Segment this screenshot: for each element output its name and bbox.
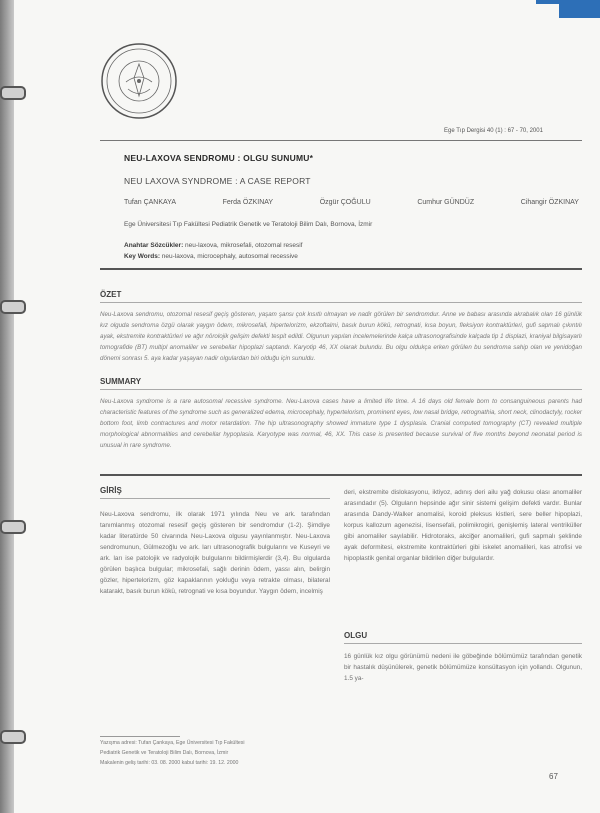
section-rule bbox=[100, 268, 582, 270]
olgu-rule bbox=[344, 643, 582, 644]
footnote-rule bbox=[100, 736, 180, 737]
keywords-en: neu-laxova, microcephaly, autosomal recessive bbox=[160, 253, 298, 260]
journal-reference: Ege Tıp Dergisi 40 (1) : 67 - 70, 2001 bbox=[444, 128, 543, 134]
author: Tufan ÇANKAYA bbox=[124, 199, 177, 206]
summary-rule bbox=[100, 389, 582, 390]
author: Özgür ÇOĞULU bbox=[319, 199, 371, 206]
affiliation: Ege Üniversitesi Tıp Fakültesi Pediatrik Genetik ve Teratoloji Bilim Dalı, Bornova, İzmir bbox=[124, 221, 373, 228]
ozet-text: Neu-Laxova sendromu, otozomal resesif geçiş gösteren, yaşam şansı çok kısıtlı olmayan ve nadir görülen bir sendromdur. Anne ve babası arasında akrabalık olan 16 günlük kız olguda sendroma özgü olarak yaygın ödem, mikrosefali, hipertelorizm, ekzoftalmi, basık burun kökü, retrognati, kısa boyun, fleksiyon kontraktürleri, gufi sapmalı çıkıntılı ayak, ekstremite kontraktürleri ve ağır nörolojik gelişim defekti tespit edildi. Olgunun yapılan incelemelerinde kalça ultrasonografisinde kalçada tip 1 displazi, kraniyal bilgisayarlı tomografide (BT) multipl anomaliler ve serebellar hipoplazi saptandı. Karyotip 46, XX olarak bulundu. Bu olgu oldukça erken görülen bu sendroma sahip olan ve yenidoğan dönemi sonrası 5. aya kadar yaşayan nadir olgulardan biri olduğu için sunuldu. bbox=[100, 311, 582, 362]
olgu-heading: OLGU bbox=[344, 631, 368, 640]
giris-text: Neu-Laxova sendromu, ilk olarak 1971 yılında Neu ve ark. tarafından tanımlanmış otozomal resesif geçiş gösteren bir sendromdur (1-2). Şimdiye kadar literatürde 50 civarında Neu-Laxova olgusu yayınlanmıştır. Neu-Laxova sendromunun, Gülmezoğlu ve ark. ları ultrasonografik bulgularını ve Kuseyri ve ark. ları ise patolojik ve radyolojik bulgularını bildirmişlerdir (3,4). Bu olgularda görülen başlıca bulgular; mikrosefali, sağlı derinin ödem, yassı alın, belirgin gözler, hipertelorizm, göz kapaklarının yokluğu veya retrakte olması, bilateral katarakt, basık burun kökü, retrognati ve kısa boyundur. Yaygın ödem, incelmiş bbox=[100, 511, 330, 595]
footnote-line: Pediatrik Genetik ve Teratoloji Bilim Dalı, Bornova, İzmir bbox=[100, 750, 229, 756]
binder-ring bbox=[0, 300, 26, 314]
body-rule bbox=[100, 474, 582, 476]
author: Cumhur GÜNDÜZ bbox=[417, 199, 475, 206]
author: Cihangir ÖZKINAY bbox=[520, 199, 579, 206]
keywords bbox=[124, 240, 302, 262]
giris-rule bbox=[100, 498, 330, 499]
ozet-heading: ÖZET bbox=[100, 290, 122, 299]
title-english: NEU LAXOVA SYNDROME : A CASE REPORT bbox=[124, 176, 311, 186]
summary-heading: SUMMARY bbox=[100, 377, 142, 386]
binder-edge bbox=[0, 0, 14, 813]
header-rule bbox=[100, 140, 582, 141]
corner-tab bbox=[559, 0, 600, 18]
title-turkish: NEU-LAXOVA SENDROMU : OLGU SUNUMU* bbox=[124, 153, 314, 163]
document-page bbox=[14, 0, 600, 813]
corner-tab-strip bbox=[536, 0, 559, 4]
footnote bbox=[100, 738, 320, 768]
page-number: 67 bbox=[549, 772, 558, 781]
footnote-line: Makalenin geliş tarihi: 03. 08. 2000 kabul tarihi: 19. 12. 2000 bbox=[100, 760, 239, 766]
ozet-rule bbox=[100, 302, 582, 303]
binder-ring bbox=[0, 520, 26, 534]
olgu-text: 16 günlük kız olgu görünümü nedeni ile göbeğinde bölümümüz tarafından genetik bir hastalık düşünülerek, genetik bölümümüze konsültasyon için yollandı. Olgunun, 1.5 ya- bbox=[344, 653, 582, 682]
author-list bbox=[124, 199, 579, 206]
right-column-text: deri, ekstremite dislokasyonu, iktiyoz, adınış deri ailu yağ dokusu olası anomaliler arasındadır (5). Olguların hepsinde ağır sinir sistemi gelişim defekti vardır. Bunlar arasında Dandy-Walker anomalisi, koroid pleksus kistleri, sere beller hipoplazi, korpus kallozum agenezisi, lisensefali, polimikrogiri, genişlemiş lateral ventriküller gibi anomaliler sayılabilir. Hidrotoraks, akciğer anomalileri, gufi sapmalı şeklinde ayak deformitesi, ekstremite kontraktürleri gibi iskelet anomalileri, kas atrofisi ve hipoplastik genital organlar bildirilen diğer bulgulardır. bbox=[344, 489, 582, 562]
binder-ring bbox=[0, 86, 26, 100]
binder-ring bbox=[0, 730, 26, 744]
keywords-tr: neu-laxova, mikrosefali, otozomal resesif bbox=[183, 242, 303, 249]
giris-heading: GİRİŞ bbox=[100, 486, 122, 495]
footnote-line: Yazışma adresi: Tufan Çankaya, Ege Üniversitesi Tıp Fakültesi bbox=[100, 740, 245, 746]
summary-text: Neu-Laxova syndrome is a rare autosomal recessive syndrome. Neu-Laxova cases have a limited life time. A 16 days old female born to consanguineous parents had characteristic features of the syndrome such as generalized edema, microcephaly, hypertelorism, prominent eyes, low nasal bridge, retrognathia, short neck, clinodactyly, rocker bottom foot, limb contractures and motor retardation. The hip ultrasonography showed immature type 1 dysplasia. Cranial computed tomography (CT) revealed multiple morphological abnormalities and cerebellar hypoplasia. Karyotype was normal, 46, XX. This case is presented because survival of five months beyond neonatal period is unusual in rare syndrome. bbox=[100, 398, 582, 449]
author: Ferda ÖZKINAY bbox=[222, 199, 274, 206]
university-seal-icon bbox=[100, 42, 178, 120]
keywords-en-label: Key Words: bbox=[124, 253, 160, 260]
keywords-tr-label: Anahtar Sözcükler: bbox=[124, 242, 184, 249]
